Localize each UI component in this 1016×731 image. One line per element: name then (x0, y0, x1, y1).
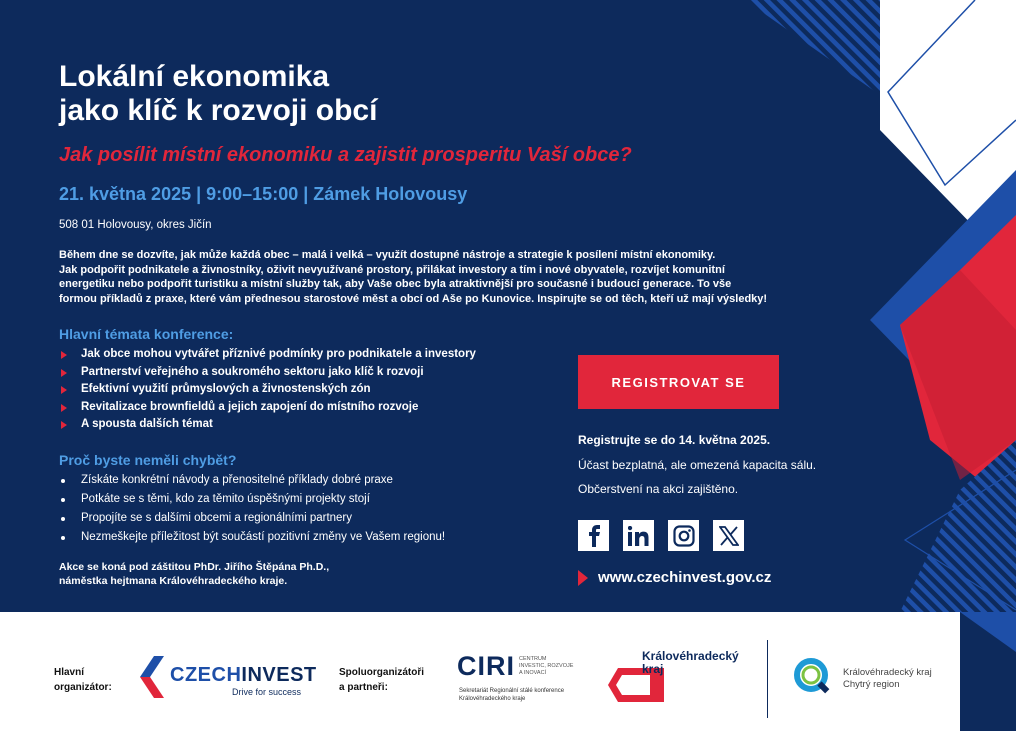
title-line-2: jako klíč k rozvoji obcí (59, 94, 378, 127)
page-title (59, 60, 377, 128)
red-arrow-icon (61, 421, 67, 429)
intro-line: energetiku nebo podpořit turistiku a místní služby tak, aby Vaše obec byla atraktivnější pro současné i budoucí generace. To vše (59, 278, 732, 291)
bullet-icon (61, 479, 65, 483)
footer-divider (767, 640, 768, 718)
website-link[interactable]: www.czechinvest.gov.cz (578, 569, 771, 586)
registration-deadline: Registrujte se do 14. května 2025. (578, 433, 771, 447)
intro-line: Jak podpořit podnikatele a živnostníky, oživit nevyužívané prostory, přilákat investory a tím i nové obyvatele, rozvíjet komunitní (59, 263, 725, 276)
bullet-icon (61, 536, 65, 540)
reasons-list (59, 471, 445, 547)
social-links (578, 520, 744, 551)
organizer-label: Hlavní organizátor: (54, 667, 112, 693)
x-icon[interactable] (713, 520, 744, 551)
title-line-1: Lokální ekonomika (59, 60, 330, 93)
list-item: Partnerství veřejného a soukromého sektoru jako klíč k rozvoji (59, 364, 476, 382)
red-arrow-icon (61, 404, 67, 412)
event-date-location: 21. května 2025 | 9:00–15:00 | Zámek Holovousy (59, 184, 468, 204)
red-arrow-icon (61, 386, 67, 394)
logo-czech-text: CZECH (170, 664, 242, 686)
smart-region-logo: Královéhradecký kraj Chytrý region (793, 657, 953, 701)
intro-line: Během dne se dozvíte, jak může každá obec – malá i velká – využít dostupné nástroje a strategie k posílení místní ekonomiky. (59, 249, 716, 261)
reasons-heading: Proč byste neměli chybět? (59, 452, 237, 468)
red-arrow-icon (578, 570, 588, 586)
topics-heading: Hlavní témata konference: (59, 326, 234, 342)
list-item: Potkáte se s těmi, kdo za těmito úspěšnými projekty stojí (59, 490, 445, 509)
logo-invest-text: INVEST (241, 664, 317, 686)
list-item: Propojíte se s dalšími obcemi a regionálními partnery (59, 509, 445, 528)
instagram-icon[interactable] (668, 520, 699, 551)
red-arrow-icon (61, 351, 67, 359)
registration-info: Účast bezplatná, ale omezená kapacita sálu. (578, 458, 817, 472)
czechinvest-logo (140, 656, 317, 700)
ciri-logo: CIRI CENTRUM INVESTIC, ROZVOJE A INOVACÍ Sekretariát Regionální stálé konference Královéhradeckého kraje (457, 651, 574, 702)
intro-paragraph (59, 248, 879, 306)
list-item: Efektivní využití průmyslových a živnostenských zón (59, 381, 476, 399)
subtitle: Jak posílit místní ekonomiku a zajistit prosperitu Vaší obce? (59, 144, 632, 166)
list-item: Získáte konkrétní návody a přenositelné příklady dobré praxe (59, 471, 445, 490)
bullet-icon (61, 498, 65, 502)
logo-tagline: Drive for success (232, 687, 302, 697)
refreshment-info: Občerstvení na akci zajištěno. (578, 482, 739, 496)
patronage-note: Akce se koná pod záštitou PhDr. Jiřího Štěpána Ph.D., náměstka hejtmana Královéhradeckého kraje. (59, 561, 330, 587)
list-item: Nezmeškejte příležitost být součástí pozitivní změny ve Vašem regionu! (59, 528, 445, 547)
linkedin-icon[interactable] (623, 520, 654, 551)
list-item: Jak obce mohou vytvářet příznivé podmínky pro podnikatele a investory (59, 346, 476, 364)
footer-corner-decoration (960, 612, 1016, 731)
list-item: Revitalizace brownfieldů a jejich zapojení do místního rozvoje (59, 399, 476, 417)
kralovehradecky-kraj-logo: Královéhradecký kraj (608, 650, 748, 705)
smart-region-q-icon (793, 657, 831, 697)
venue-address: 508 01 Holovousy, okres Jičín (59, 219, 212, 231)
red-arrow-icon (61, 369, 67, 377)
intro-line: formou příkladů z praxe, které vám přednesou starostové měst a obcí od Aše po Kunovice. Inspirujte se od těch, kteří už mají výsledky! (59, 292, 768, 305)
list-item: A spousta dalších témat (59, 416, 476, 434)
coorganizers-label: Spoluorganizátoři a partneři: (339, 667, 424, 693)
register-button[interactable]: REGISTROVAT SE (578, 355, 779, 409)
topics-list (59, 346, 476, 434)
bullet-icon (61, 517, 65, 521)
facebook-icon[interactable] (578, 520, 609, 551)
